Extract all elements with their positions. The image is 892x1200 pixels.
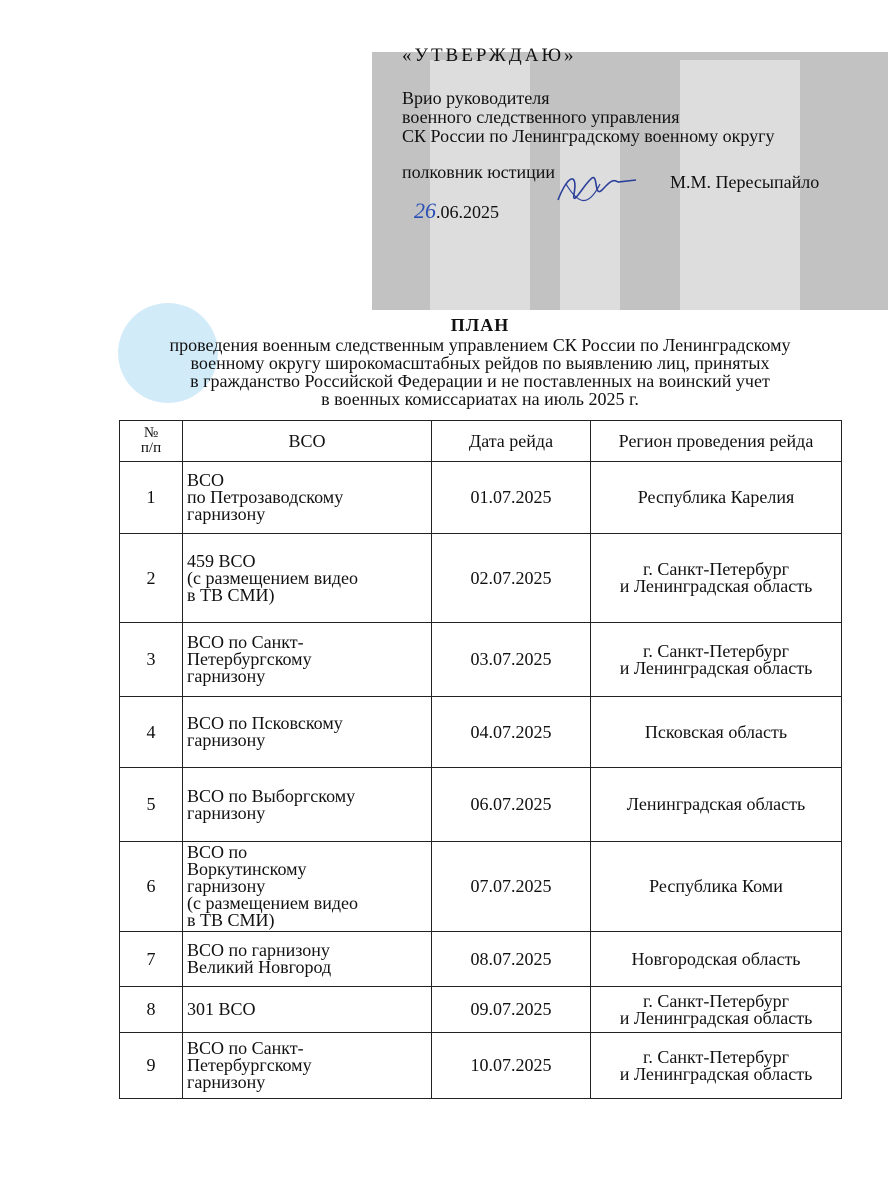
approval-heading: «УТВЕРЖДАЮ» [402, 45, 577, 66]
row-region: Новгородская область [591, 932, 842, 987]
table-header-row [120, 421, 842, 462]
row-num: 4 [120, 697, 183, 768]
row-region: Псковская область [591, 697, 842, 768]
row-date: 01.07.2025 [432, 462, 591, 534]
approval-date-day: 26 [414, 198, 436, 223]
title-line: военному округу широкомасштабных рейдов по выявлению лиц, принятых [190, 353, 770, 373]
table-row [120, 768, 842, 842]
row-vso: 301 ВСО [183, 987, 432, 1033]
row-region: Республика Коми [591, 842, 842, 932]
row-date: 07.07.2025 [432, 842, 591, 932]
row-date: 04.07.2025 [432, 697, 591, 768]
row-num: 1 [120, 462, 183, 534]
row-region: Республика Карелия [591, 462, 842, 534]
row-region: г. Санкт-Петербург и Ленинградская область [591, 1033, 842, 1099]
table-row [120, 932, 842, 987]
row-num: 5 [120, 768, 183, 842]
row-num: 6 [120, 842, 183, 932]
table-row [120, 842, 842, 932]
raids-table [119, 420, 842, 1099]
header-region: Регион проведения рейда [591, 421, 842, 462]
table-row [120, 987, 842, 1033]
row-vso: ВСО по Псковскому гарнизону [183, 697, 432, 768]
row-date: 03.07.2025 [432, 623, 591, 697]
row-num: 9 [120, 1033, 183, 1099]
row-num: 3 [120, 623, 183, 697]
approval-name: М.М. Пересыпайло [670, 172, 820, 192]
row-vso: ВСО по Выборгскому гарнизону [183, 768, 432, 842]
approval-line: военного следственного управления [402, 107, 680, 127]
table-row [120, 623, 842, 697]
title-line: в военных комиссариатах на июль 2025 г. [321, 389, 639, 409]
row-num: 8 [120, 987, 183, 1033]
row-region: Ленинградская область [591, 768, 842, 842]
row-date: 09.07.2025 [432, 987, 591, 1033]
row-date: 06.07.2025 [432, 768, 591, 842]
table-row [120, 697, 842, 768]
row-vso: ВСО по Санкт- Петербургскому гарнизону [183, 623, 432, 697]
title-line: в гражданство Российской Федерации и не поставленных на воинский учет [190, 371, 770, 391]
row-date: 02.07.2025 [432, 534, 591, 623]
row-region: г. Санкт-Петербург и Ленинградская область [591, 534, 842, 623]
title-line: проведения военным следственным управлением СК России по Ленинградскому [169, 335, 791, 355]
table-row [120, 534, 842, 623]
row-vso: ВСО по Воркутинскому гарнизону (с размещением видео в ТВ СМИ) [183, 842, 432, 932]
header-num: № п/п [120, 421, 183, 462]
row-date: 08.07.2025 [432, 932, 591, 987]
row-num: 7 [120, 932, 183, 987]
approval-line: СК России по Ленинградскому военному округу [402, 126, 775, 146]
row-vso: ВСО по Петрозаводскому гарнизону [183, 462, 432, 534]
row-vso: ВСО по гарнизону Великий Новгород [183, 932, 432, 987]
approval-date: .06.2025 [436, 202, 499, 222]
row-region: г. Санкт-Петербург и Ленинградская область [591, 987, 842, 1033]
table-row [120, 1033, 842, 1099]
row-region: г. Санкт-Петербург и Ленинградская область [591, 623, 842, 697]
approval-line: Врио руководителя [402, 88, 550, 108]
approval-rank: полковник юстиции [402, 162, 556, 182]
header-vso: ВСО [183, 421, 432, 462]
row-num: 2 [120, 534, 183, 623]
title-heading: ПЛАН [450, 315, 510, 335]
row-date: 10.07.2025 [432, 1033, 591, 1099]
row-vso: ВСО по Санкт- Петербургскому гарнизону [183, 1033, 432, 1099]
document-title [100, 316, 860, 408]
header-date: Дата рейда [432, 421, 591, 462]
signature-icon [548, 164, 638, 214]
row-vso: 459 ВСО (с размещением видео в ТВ СМИ) [183, 534, 432, 623]
table-row [120, 462, 842, 534]
